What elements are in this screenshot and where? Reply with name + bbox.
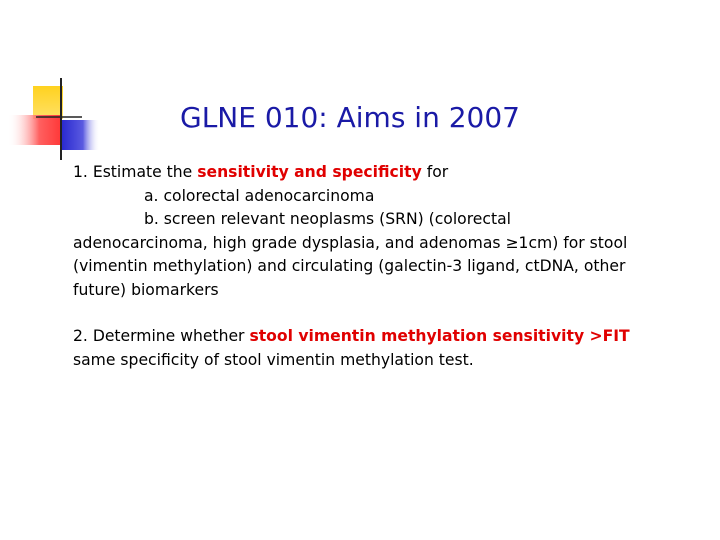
aim-1-suffix: for bbox=[421, 163, 449, 181]
decorative-logo bbox=[0, 0, 120, 170]
paragraph-gap bbox=[73, 302, 673, 325]
slide-title: GLNE 010: Aims in 2007 bbox=[180, 101, 520, 134]
aim-1-highlight: sensitivity and specificity bbox=[197, 163, 422, 181]
aim-1-item-a: a. colorectal adenocarcinoma bbox=[144, 186, 375, 205]
aim-1-item-b-first-line: b. screen relevant neoplasms (SRN) (colorectal bbox=[144, 210, 511, 228]
aim-2-prefix: 2. Determine whether bbox=[73, 327, 250, 345]
aim-1-prefix: 1. Estimate the bbox=[73, 163, 198, 181]
aim-2 bbox=[73, 325, 673, 372]
slide-body bbox=[73, 161, 673, 372]
aim-1 bbox=[73, 161, 673, 185]
aim-1-item-b-rest: adenocarcinoma, high grade dysplasia, and adenomas ≥1cm) for stool (vimentin methylation) and circulating (galectin-3 ligand, ctDNA, other future) biomarkers bbox=[73, 233, 628, 299]
aim-2-suffix: same specificity of stool vimentin methylation test. bbox=[73, 350, 474, 369]
aim-2-highlight: stool vimentin methylation sensitivity >FIT bbox=[249, 327, 630, 345]
aim-1-item-b bbox=[73, 208, 673, 302]
